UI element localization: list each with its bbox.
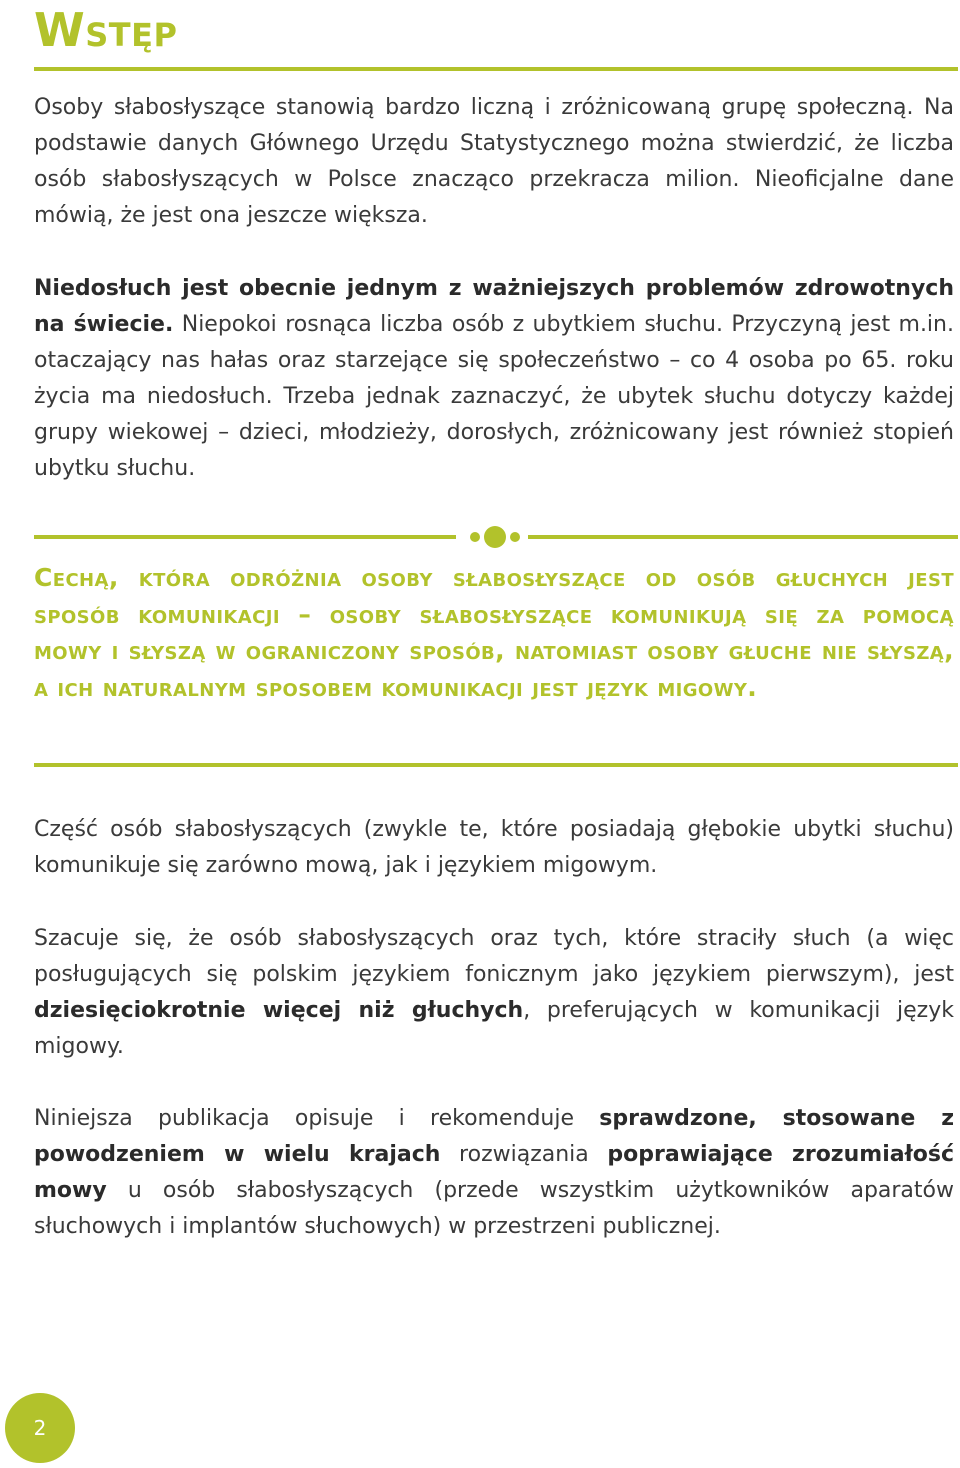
publication-paragraph	[34, 1101, 954, 1245]
hearing-loss-paragraph	[34, 271, 954, 487]
divider-line-left	[34, 535, 456, 539]
hearing-loss-body: Niepokoi rosnąca liczba osób z ubytkiem słuchu. Przyczyną jest m.in. otaczający nas hałas oraz starzejące się społeczeństwo – co 4 osoba po 65. roku życia ma niedosłuch. Trzeba jednak zaznaczyć, że ubytek słuchu dotyczy każdej grupy wiekowej – dzieci, młodzieży, dorosłych, zróżnicowany jest również stopień ubytku słuchu.	[34, 312, 954, 481]
page-title: Wstęp	[34, 3, 178, 57]
pull-quote: Cechą, która odróżnia osoby słabosłyszące od osób głuchych jest sposób komunikacji – osoby słabosłyszące komunikują się za pomocą mowy i słyszą w ograniczony sposób, natomiast osoby głuche nie słyszą, a ich naturalnym sposobem komunikacji jest język migowy.	[34, 563, 954, 702]
estimate-text-1: Szacuje się, że osób słabosłyszących oraz tych, które straciły słuch (a więc posługujących się polskim językiem fonicznym jako językiem pierwszym), jest	[34, 926, 954, 987]
divider-dot-icon	[510, 532, 520, 542]
intro-paragraph: Osoby słabosłyszące stanowią bardzo liczną i zróżnicowaną grupę społeczną. Na podstawie danych Głównego Urzędu Statystycznego można stwierdzić, że liczba osób słabosłyszących w Polsce znacząco przekracza milion. Nieoficjalne dane mówią, że jest ona jeszcze większa.	[34, 95, 954, 228]
publication-emphasis-2: poprawiające zrozumiałość mowy	[34, 1142, 955, 1203]
publication-text-3: u osób słabosłyszących (przede wszystkim użytkowników aparatów słuchowych i implantów słuchowych) w przestrzeni publicznej.	[34, 1178, 954, 1239]
page-number-badge: 2	[5, 1393, 75, 1463]
divider-dot-icon	[470, 532, 480, 542]
divider-dot-large-icon	[484, 526, 506, 548]
publication-text-2: rozwiązania	[440, 1142, 608, 1167]
bilingual-paragraph: Część osób słabosłyszących (zwykle te, które posiadają głębokie ubytki słuchu) komunikuje się zarówno mową, jak i językiem migowym.	[34, 817, 954, 878]
ornament-divider	[34, 524, 958, 550]
estimate-paragraph	[34, 921, 954, 1065]
quote-underline	[34, 763, 958, 767]
title-underline	[34, 67, 958, 71]
publication-text-1: Niniejsza publikacja opisuje i rekomenduje	[34, 1106, 600, 1131]
hearing-loss-emphasis: Niedosłuch jest obecnie jednym z ważniejszych problemów zdrowotnych na świecie.	[34, 276, 954, 337]
estimate-text-2: , preferujących w komunikacji język migowy.	[34, 998, 954, 1059]
estimate-emphasis: dziesięciokrotnie więcej niż głuchych	[34, 998, 524, 1023]
publication-emphasis-1: sprawdzone, stosowane z powodzeniem w wielu krajach	[34, 1106, 955, 1167]
divider-line-right	[528, 535, 958, 539]
